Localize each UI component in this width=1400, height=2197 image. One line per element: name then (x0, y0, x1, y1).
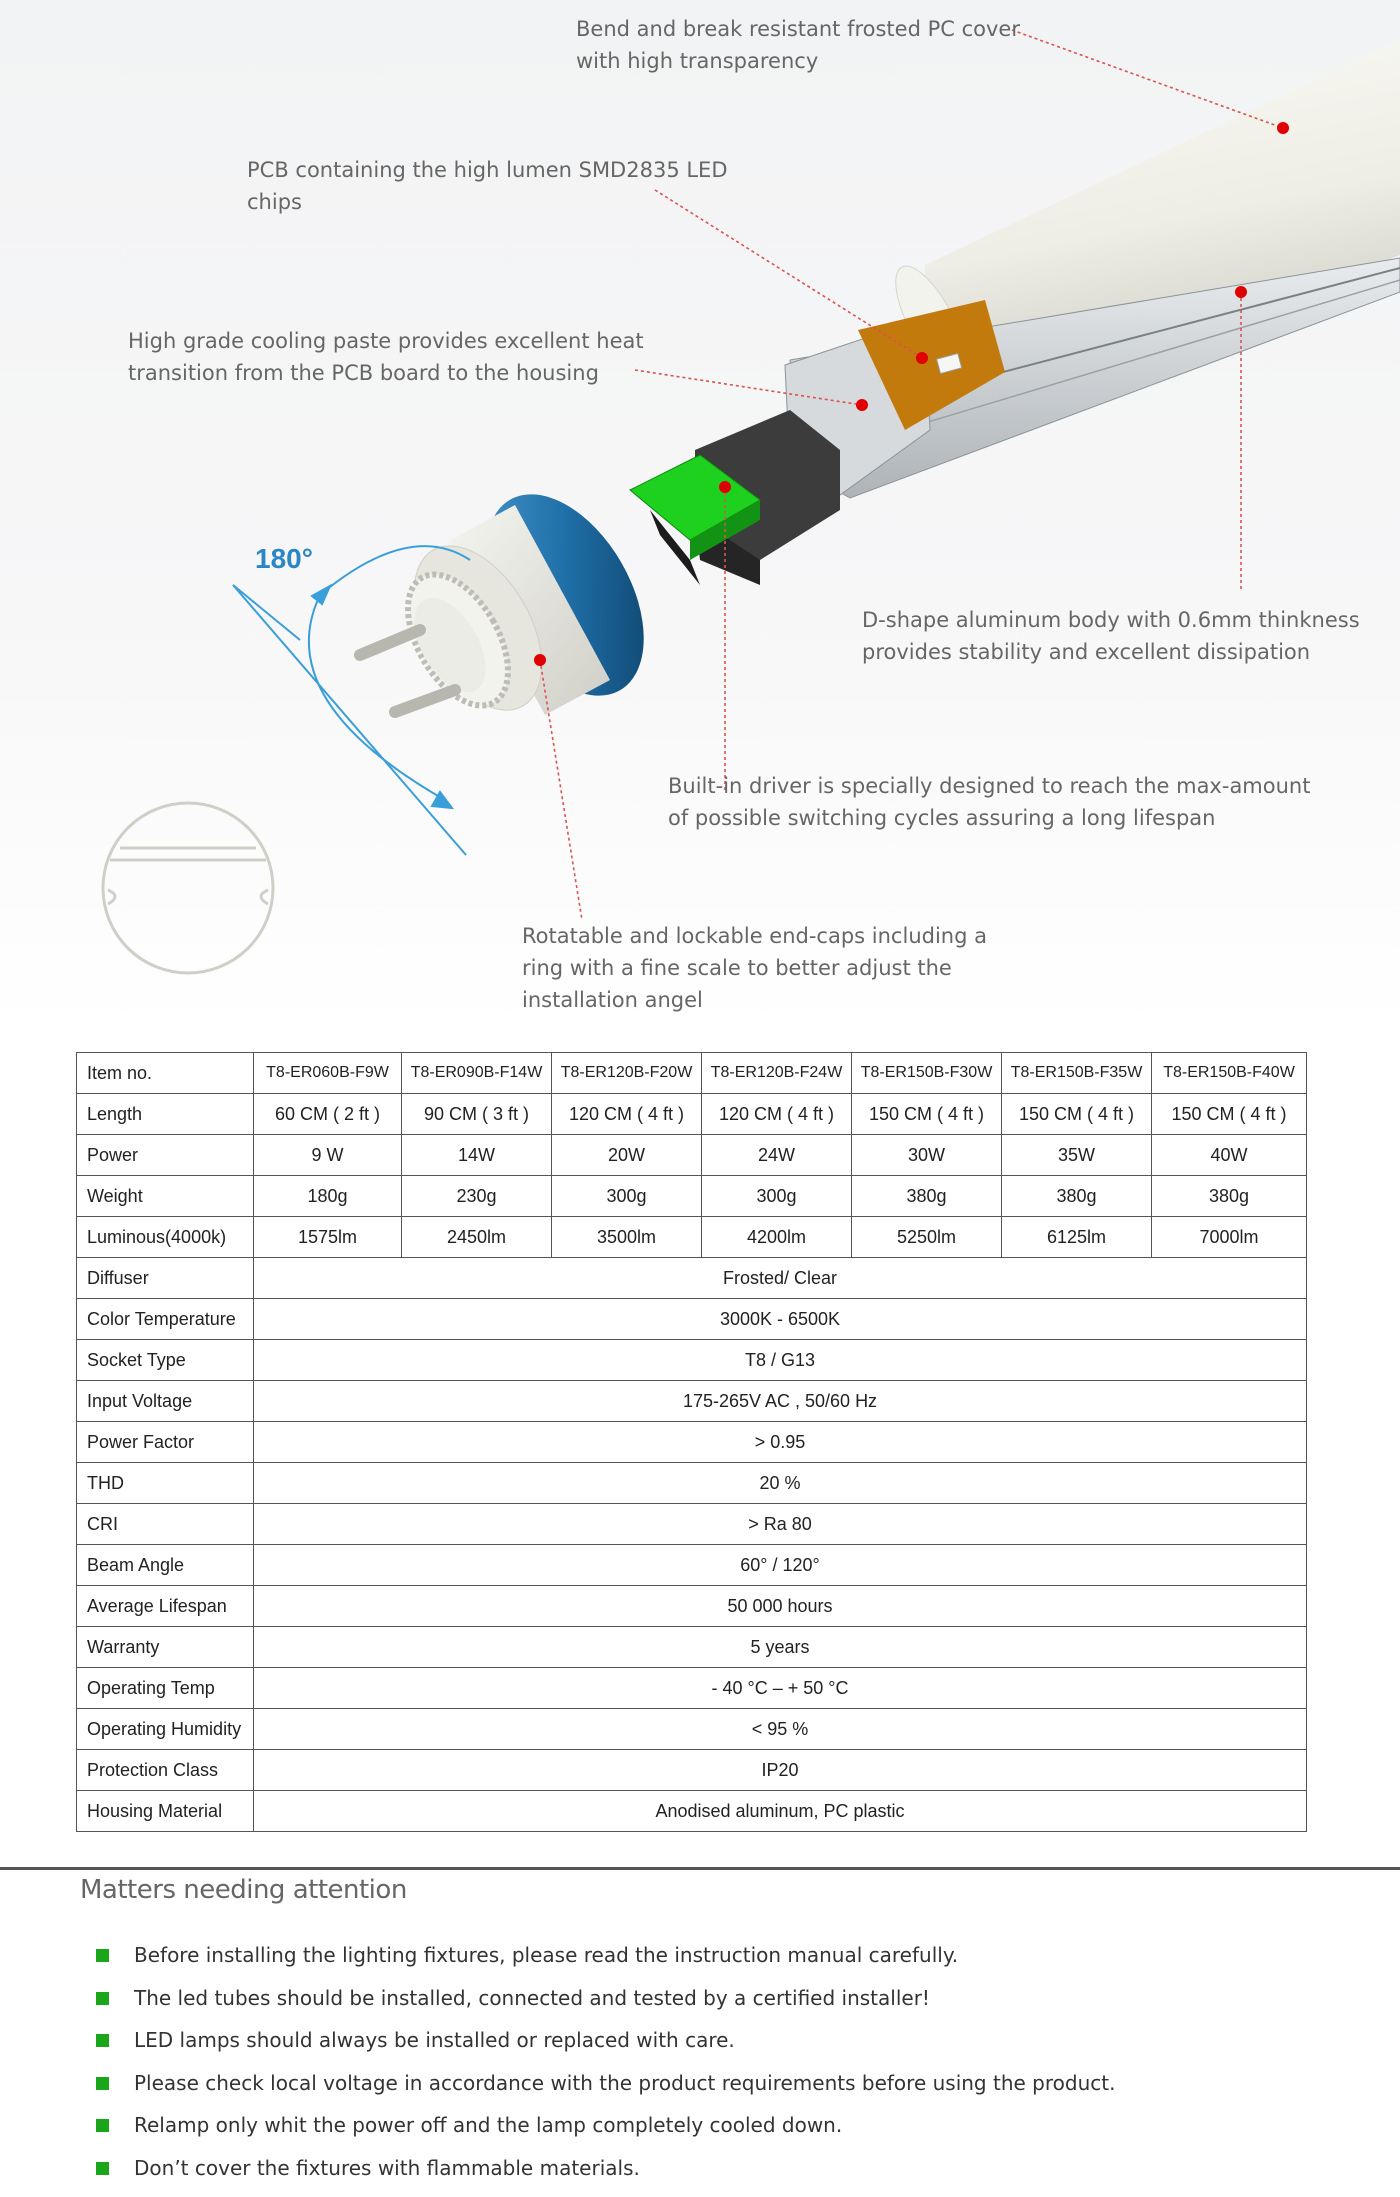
attention-item (96, 2062, 1115, 2105)
table-cell: 30W (852, 1135, 1002, 1176)
table-row (77, 1627, 1307, 1668)
product-diagram (0, 0, 1400, 1030)
table-cell: 9 W (254, 1135, 402, 1176)
table-row (77, 1750, 1307, 1791)
table-cell: 3500lm (552, 1217, 702, 1258)
table-cell: 2450lm (402, 1217, 552, 1258)
table-row (77, 1668, 1307, 1709)
row-label: Operating Temp (77, 1668, 254, 1709)
table-row (77, 1422, 1307, 1463)
callout-pc-cover: Bend and break resistant frosted PC cover with high transparency (576, 17, 1020, 73)
table-cell: 7000lm (1152, 1217, 1307, 1258)
bullet-square-icon (96, 1949, 109, 1962)
callout-pcb: PCB containing the high lumen SMD2835 LED chips (247, 158, 728, 214)
table-cell: 1575lm (254, 1217, 402, 1258)
attention-item (96, 2104, 1115, 2147)
table-row (77, 1381, 1307, 1422)
row-label: Luminous(4000k) (77, 1217, 254, 1258)
row-label: Input Voltage (77, 1381, 254, 1422)
attention-item-text: Relamp only whit the power off and the lamp completely cooled down. (134, 2113, 843, 2138)
table-cell: 300g (552, 1176, 702, 1217)
table-cell: 35W (1002, 1135, 1152, 1176)
callout-driver: Built-in driver is specially designed to reach the max-amount of possible switching cycles assuring a long lifespan (668, 774, 1311, 830)
table-cell: 90 CM ( 3 ft ) (402, 1094, 552, 1135)
row-label: Average Lifespan (77, 1586, 254, 1627)
attention-item-text: Don’t cover the fixtures with flammable materials. (134, 2155, 640, 2180)
angle-label: 180° (255, 543, 313, 574)
spec-table (76, 1052, 1307, 1832)
table-cell: T8-ER150B-F40W (1152, 1053, 1307, 1094)
table-cell: 150 CM ( 4 ft ) (1002, 1094, 1152, 1135)
table-cell: 380g (1002, 1176, 1152, 1217)
row-label: Diffuser (77, 1258, 254, 1299)
table-cell: 20W (552, 1135, 702, 1176)
table-cell: 3000K - 6500K (254, 1299, 1307, 1340)
row-label: Weight (77, 1176, 254, 1217)
row-label: Color Temperature (77, 1299, 254, 1340)
table-cell: T8-ER120B-F24W (702, 1053, 852, 1094)
table-cell: 175-265V AC , 50/60 Hz (254, 1381, 1307, 1422)
table-row (77, 1463, 1307, 1504)
table-row (77, 1135, 1307, 1176)
attention-list (96, 1934, 1115, 2190)
table-cell: Anodised aluminum, PC plastic (254, 1791, 1307, 1832)
table-cell: T8-ER120B-F20W (552, 1053, 702, 1094)
table-cell: T8-ER090B-F14W (402, 1053, 552, 1094)
table-cell: 4200lm (702, 1217, 852, 1258)
bullet-square-icon (96, 1992, 109, 2005)
bullet-square-icon (96, 2077, 109, 2090)
table-cell: 380g (1152, 1176, 1307, 1217)
end-cap (360, 467, 676, 732)
spec-table-container (76, 1052, 1306, 1832)
table-cell: 20 % (254, 1463, 1307, 1504)
row-label: Power (77, 1135, 254, 1176)
table-cell: 5250lm (852, 1217, 1002, 1258)
table-cell: 120 CM ( 4 ft ) (702, 1094, 852, 1135)
table-cell: 60° / 120° (254, 1545, 1307, 1586)
attention-item (96, 2019, 1115, 2062)
table-cell: T8-ER150B-F35W (1002, 1053, 1152, 1094)
row-label: Operating Humidity (77, 1709, 254, 1750)
attention-item (96, 2147, 1115, 2190)
table-cell: 40W (1152, 1135, 1307, 1176)
bullet-square-icon (96, 2119, 109, 2132)
row-label: Beam Angle (77, 1545, 254, 1586)
table-cell: 380g (852, 1176, 1002, 1217)
table-row (77, 1258, 1307, 1299)
table-row (77, 1545, 1307, 1586)
callout-aluminum-body: D-shape aluminum body with 0.6mm thinkness provides stability and excellent dissipation (862, 608, 1360, 664)
attention-item-text: The led tubes should be installed, connected and tested by a certified installer! (134, 1985, 930, 2010)
table-cell: 150 CM ( 4 ft ) (852, 1094, 1002, 1135)
table-cell: > Ra 80 (254, 1504, 1307, 1545)
bullet-square-icon (96, 2162, 109, 2175)
table-cell: T8 / G13 (254, 1340, 1307, 1381)
table-row (77, 1299, 1307, 1340)
table-row (77, 1217, 1307, 1258)
callout-cooling-paste: High grade cooling paste provides excellent heat transition from the PCB board to the housing (128, 329, 644, 385)
table-cell: 300g (702, 1176, 852, 1217)
table-cell: T8-ER150B-F30W (852, 1053, 1002, 1094)
table-row (77, 1053, 1307, 1094)
row-label: Item no. (77, 1053, 254, 1094)
attention-item-text: LED lamps should always be installed or replaced with care. (134, 2028, 735, 2053)
table-cell: T8-ER060B-F9W (254, 1053, 402, 1094)
attention-item-text: Please check local voltage in accordance with the product requirements before using the product. (134, 2070, 1116, 2095)
table-cell: 120 CM ( 4 ft ) (552, 1094, 702, 1135)
row-label: Socket Type (77, 1340, 254, 1381)
table-cell: - 40 °C – + 50 °C (254, 1668, 1307, 1709)
table-row (77, 1504, 1307, 1545)
attention-item (96, 1977, 1115, 2020)
table-cell: 24W (702, 1135, 852, 1176)
attention-item-text: Before installing the lighting fixtures, please read the instruction manual carefully. (134, 1943, 959, 1967)
row-label: Power Factor (77, 1422, 254, 1463)
driver-module (630, 410, 840, 585)
row-label: Length (77, 1094, 254, 1135)
cross-section-icon (103, 803, 273, 973)
row-label: Warranty (77, 1627, 254, 1668)
table-row (77, 1094, 1307, 1135)
table-cell: 180g (254, 1176, 402, 1217)
callout-end-cap: Rotatable and lockable end-caps including a ring with a fine scale to better adjust the installation angel (522, 924, 987, 1012)
bullet-square-icon (96, 2034, 109, 2047)
row-label: THD (77, 1463, 254, 1504)
table-cell: 230g (402, 1176, 552, 1217)
row-label: CRI (77, 1504, 254, 1545)
table-cell: 6125lm (1002, 1217, 1152, 1258)
table-cell: 60 CM ( 2 ft ) (254, 1094, 402, 1135)
table-cell: 5 years (254, 1627, 1307, 1668)
attention-item (96, 1934, 1115, 1977)
table-row (77, 1586, 1307, 1627)
table-row (77, 1791, 1307, 1832)
table-cell: IP20 (254, 1750, 1307, 1791)
table-row (77, 1176, 1307, 1217)
table-row (77, 1340, 1307, 1381)
attention-title: Matters needing attention (80, 1875, 407, 1905)
row-label: Protection Class (77, 1750, 254, 1791)
table-cell: 14W (402, 1135, 552, 1176)
table-cell: Frosted/ Clear (254, 1258, 1307, 1299)
table-cell: > 0.95 (254, 1422, 1307, 1463)
table-cell: 50 000 hours (254, 1586, 1307, 1627)
table-cell: < 95 % (254, 1709, 1307, 1750)
row-label: Housing Material (77, 1791, 254, 1832)
table-cell: 150 CM ( 4 ft ) (1152, 1094, 1307, 1135)
table-row (77, 1709, 1307, 1750)
